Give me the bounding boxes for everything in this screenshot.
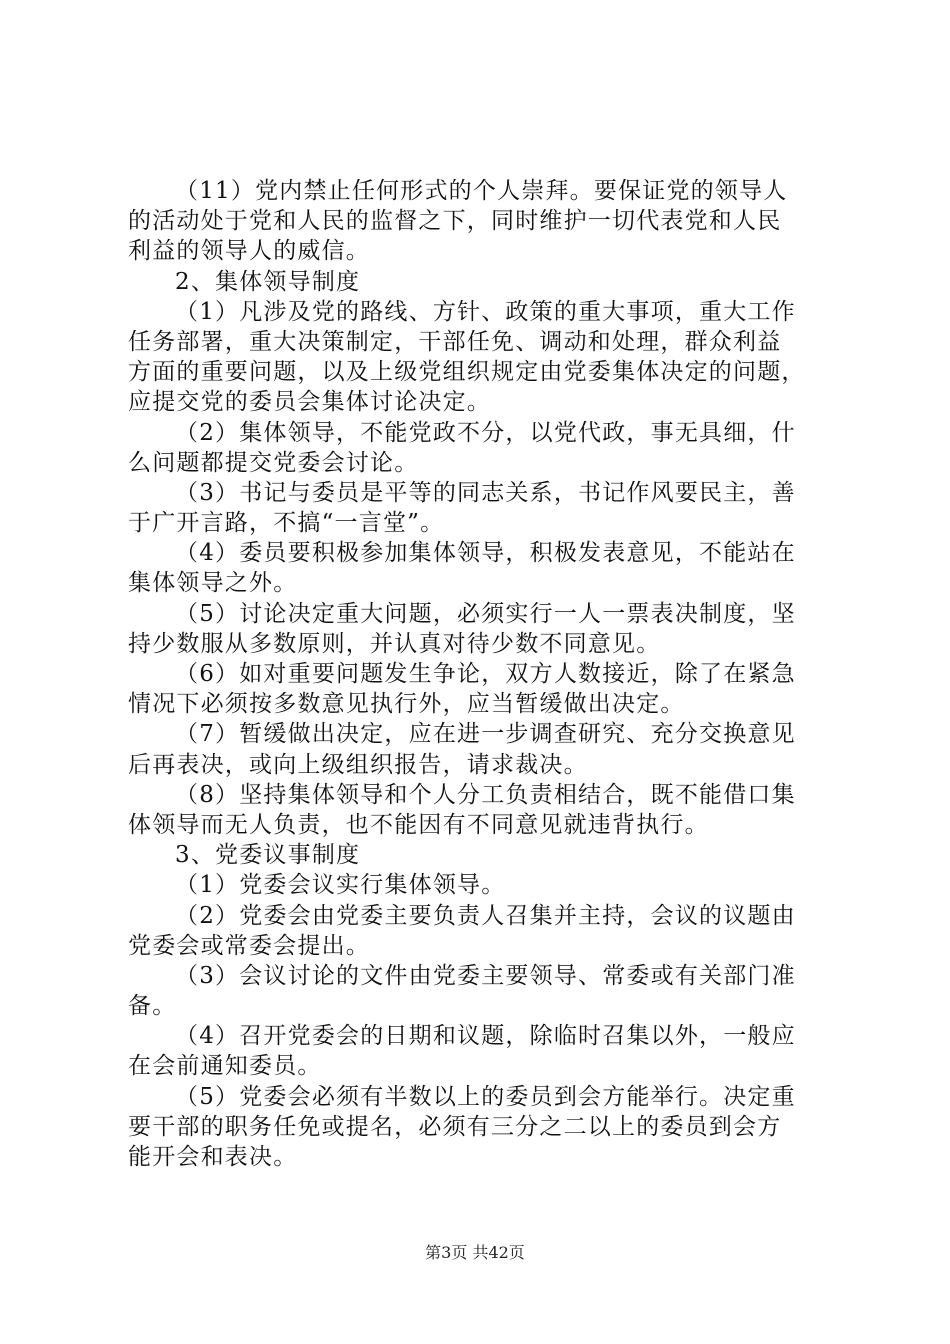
text-line: 任务部署，重大决策制定，干部任免、调动和处理，群众利益	[128, 328, 782, 355]
text-line: 3、党委议事制度	[175, 842, 361, 869]
text-line: 集体领导之外。	[128, 570, 298, 597]
document-body	[128, 176, 840, 1172]
text-line: （6）如对重要问题发生争论，双方人数接近，除了在紧急	[175, 661, 796, 687]
text-line: （5）讨论决定重大问题，必须实行一人一票表决制度，坚	[175, 600, 796, 627]
text-line: （7）暂缓做出决定，应在进一步调查研究、充分交换意见	[175, 721, 796, 748]
text-line: （3）会议讨论的文件由党委主要领导、常委或有关部门准	[175, 962, 796, 989]
text-line: （2）党委会由党委主要负责人召集并主持，会议的议题由	[175, 902, 796, 929]
text-line: 在会前通知委员。	[128, 1053, 322, 1080]
text-line: 应提交党的委员会集体讨论决定。	[128, 389, 491, 416]
text-line: （3）书记与委员是平等的同志关系，书记作风要民主，善	[175, 479, 796, 506]
text-line: 持少数服从多数原则，并认真对待少数不同意见。	[128, 630, 661, 657]
text-line: 方面的重要问题，以及上级党组织规定由党委集体决定的问题，	[128, 359, 806, 386]
text-line: 体领导而无人负责，也不能因有不同意见就违背执行。	[128, 811, 709, 838]
text-line: 么问题都提交党委会讨论。	[128, 449, 419, 476]
text-line: （1）凡涉及党的路线、方针、政策的重大事项，重大工作	[175, 298, 796, 325]
page-footer: 第3页 共42页	[425, 1243, 525, 1262]
text-line: （4）召开党委会的日期和议题，除临时召集以外，一般应	[175, 1023, 796, 1050]
text-line: 2、集体领导制度	[175, 268, 361, 295]
text-line: 后再表决，或向上级组织报告，请求裁决。	[128, 751, 588, 778]
text-line: 能开会和表决。	[128, 1144, 298, 1170]
text-line: （2）集体领导，不能党政不分，以党代政，事无具细，什	[175, 419, 796, 446]
text-line: 备。	[128, 993, 177, 1020]
text-line: 情况下必须按多数意见执行外，应当暂缓做出决定。	[128, 691, 685, 718]
text-line: 于广开言路，不搞“一言堂”。	[128, 510, 445, 537]
text-line: （8）坚持集体领导和个人分工负责相结合，既不能借口集	[175, 781, 796, 808]
text-line: （4）委员要积极参加集体领导，积极发表意见，不能站在	[175, 540, 796, 567]
text-line: （5）党委会必须有半数以上的委员到会方能举行。决定重	[175, 1083, 796, 1110]
text-line: 党委会或常委会提出。	[128, 932, 370, 959]
text-line: （11）党内禁止任何形式的个人崇拜。要保证党的领导人	[175, 178, 788, 204]
text-line: （1）党委会议实行集体领导。	[175, 872, 506, 899]
text-line: 的活动处于党和人民的监督之下，同时维护一切代表党和人民	[128, 208, 782, 235]
text-line: 要干部的职务任免或提名，必须有三分之二以上的委员到会方	[128, 1113, 782, 1140]
text-line: 利益的领导人的威信。	[128, 238, 370, 265]
